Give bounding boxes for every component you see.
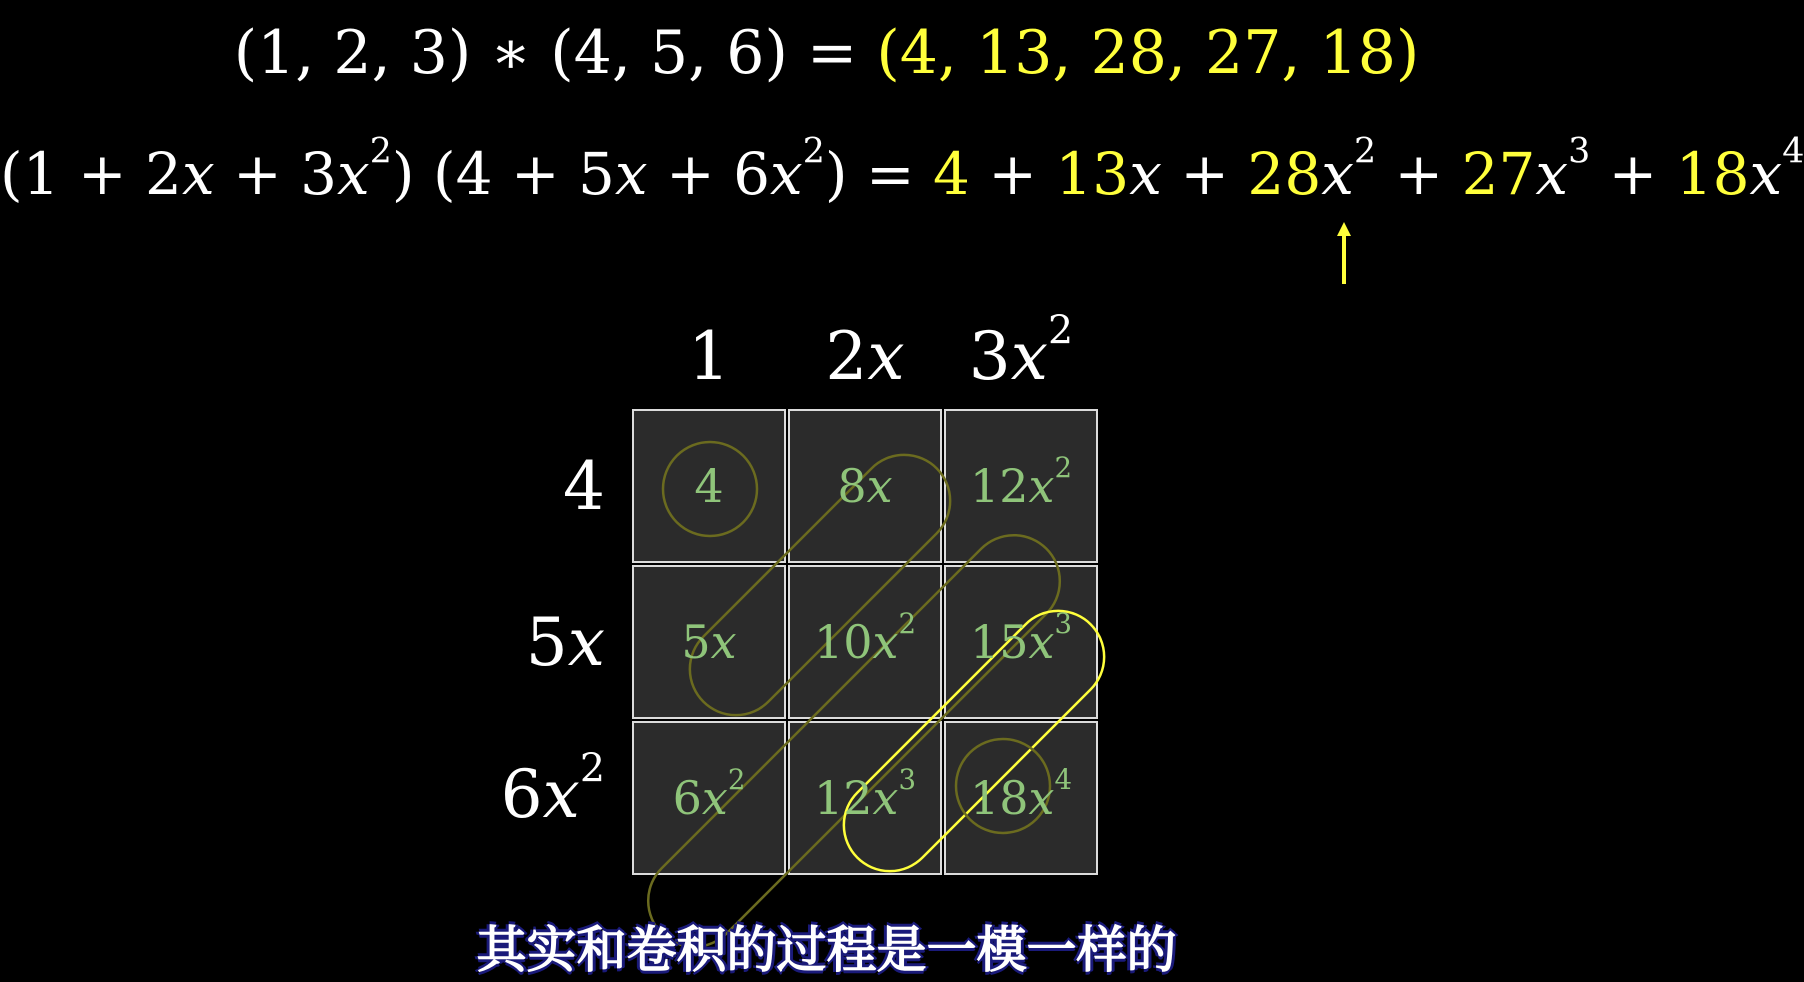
cell-value: $12x^2$ <box>969 451 1073 513</box>
convolution-operator: ∗ <box>490 18 532 88</box>
subtitle-caption: 其实和卷积的过程是一模一样的 <box>476 921 1177 979</box>
column-header: 2x <box>825 318 905 395</box>
polynomial-a: $(1 + 2x + 3x^2)$ <box>0 131 415 208</box>
cell-value: $6x^2$ <box>672 763 746 825</box>
result-term-highlighted: $27x^3$ <box>1461 131 1591 208</box>
convolution-equation <box>0 18 1653 88</box>
polynomial-b: $(4 + 5x + 6x^2)$ <box>432 131 848 208</box>
equals-sign: = <box>806 18 858 88</box>
column-header: $3x^2$ <box>968 307 1074 395</box>
cell-value: $10x^2$ <box>813 607 917 669</box>
cell-value: 5x <box>681 615 737 669</box>
cell-value: $18x^4$ <box>969 763 1073 825</box>
cell-value: $15x^3$ <box>969 607 1073 669</box>
convolution-result: (4, 13, 28, 27, 18) <box>876 18 1420 88</box>
column-header: 1 <box>688 318 730 395</box>
result-term: $18x^4$ <box>1675 131 1804 208</box>
row-header: 5x <box>525 604 605 681</box>
result-term: 13x <box>1055 140 1162 208</box>
vector-a: (1, 2, 3) <box>233 18 472 88</box>
result-term: 4 <box>933 140 970 208</box>
cell-value: $12x^3$ <box>813 763 917 825</box>
row-header: 4 <box>563 448 605 525</box>
result-term: $28x^2$ <box>1247 131 1377 208</box>
vector-b: (4, 5, 6) <box>550 18 788 88</box>
polynomial-product-equation: $(1 + 2x + 3x^2)$ $(4 + 5x + 6x^2) = 4 + 13x + 28x^2 + 27x^3 + 18x^4$ <box>0 131 1804 208</box>
row-header: $6x^2$ <box>500 745 605 833</box>
equals-sign: = <box>865 140 915 208</box>
up-arrow-icon <box>1337 222 1351 284</box>
cell-value: 4 <box>694 459 724 513</box>
cell-value: 8x <box>837 459 893 513</box>
